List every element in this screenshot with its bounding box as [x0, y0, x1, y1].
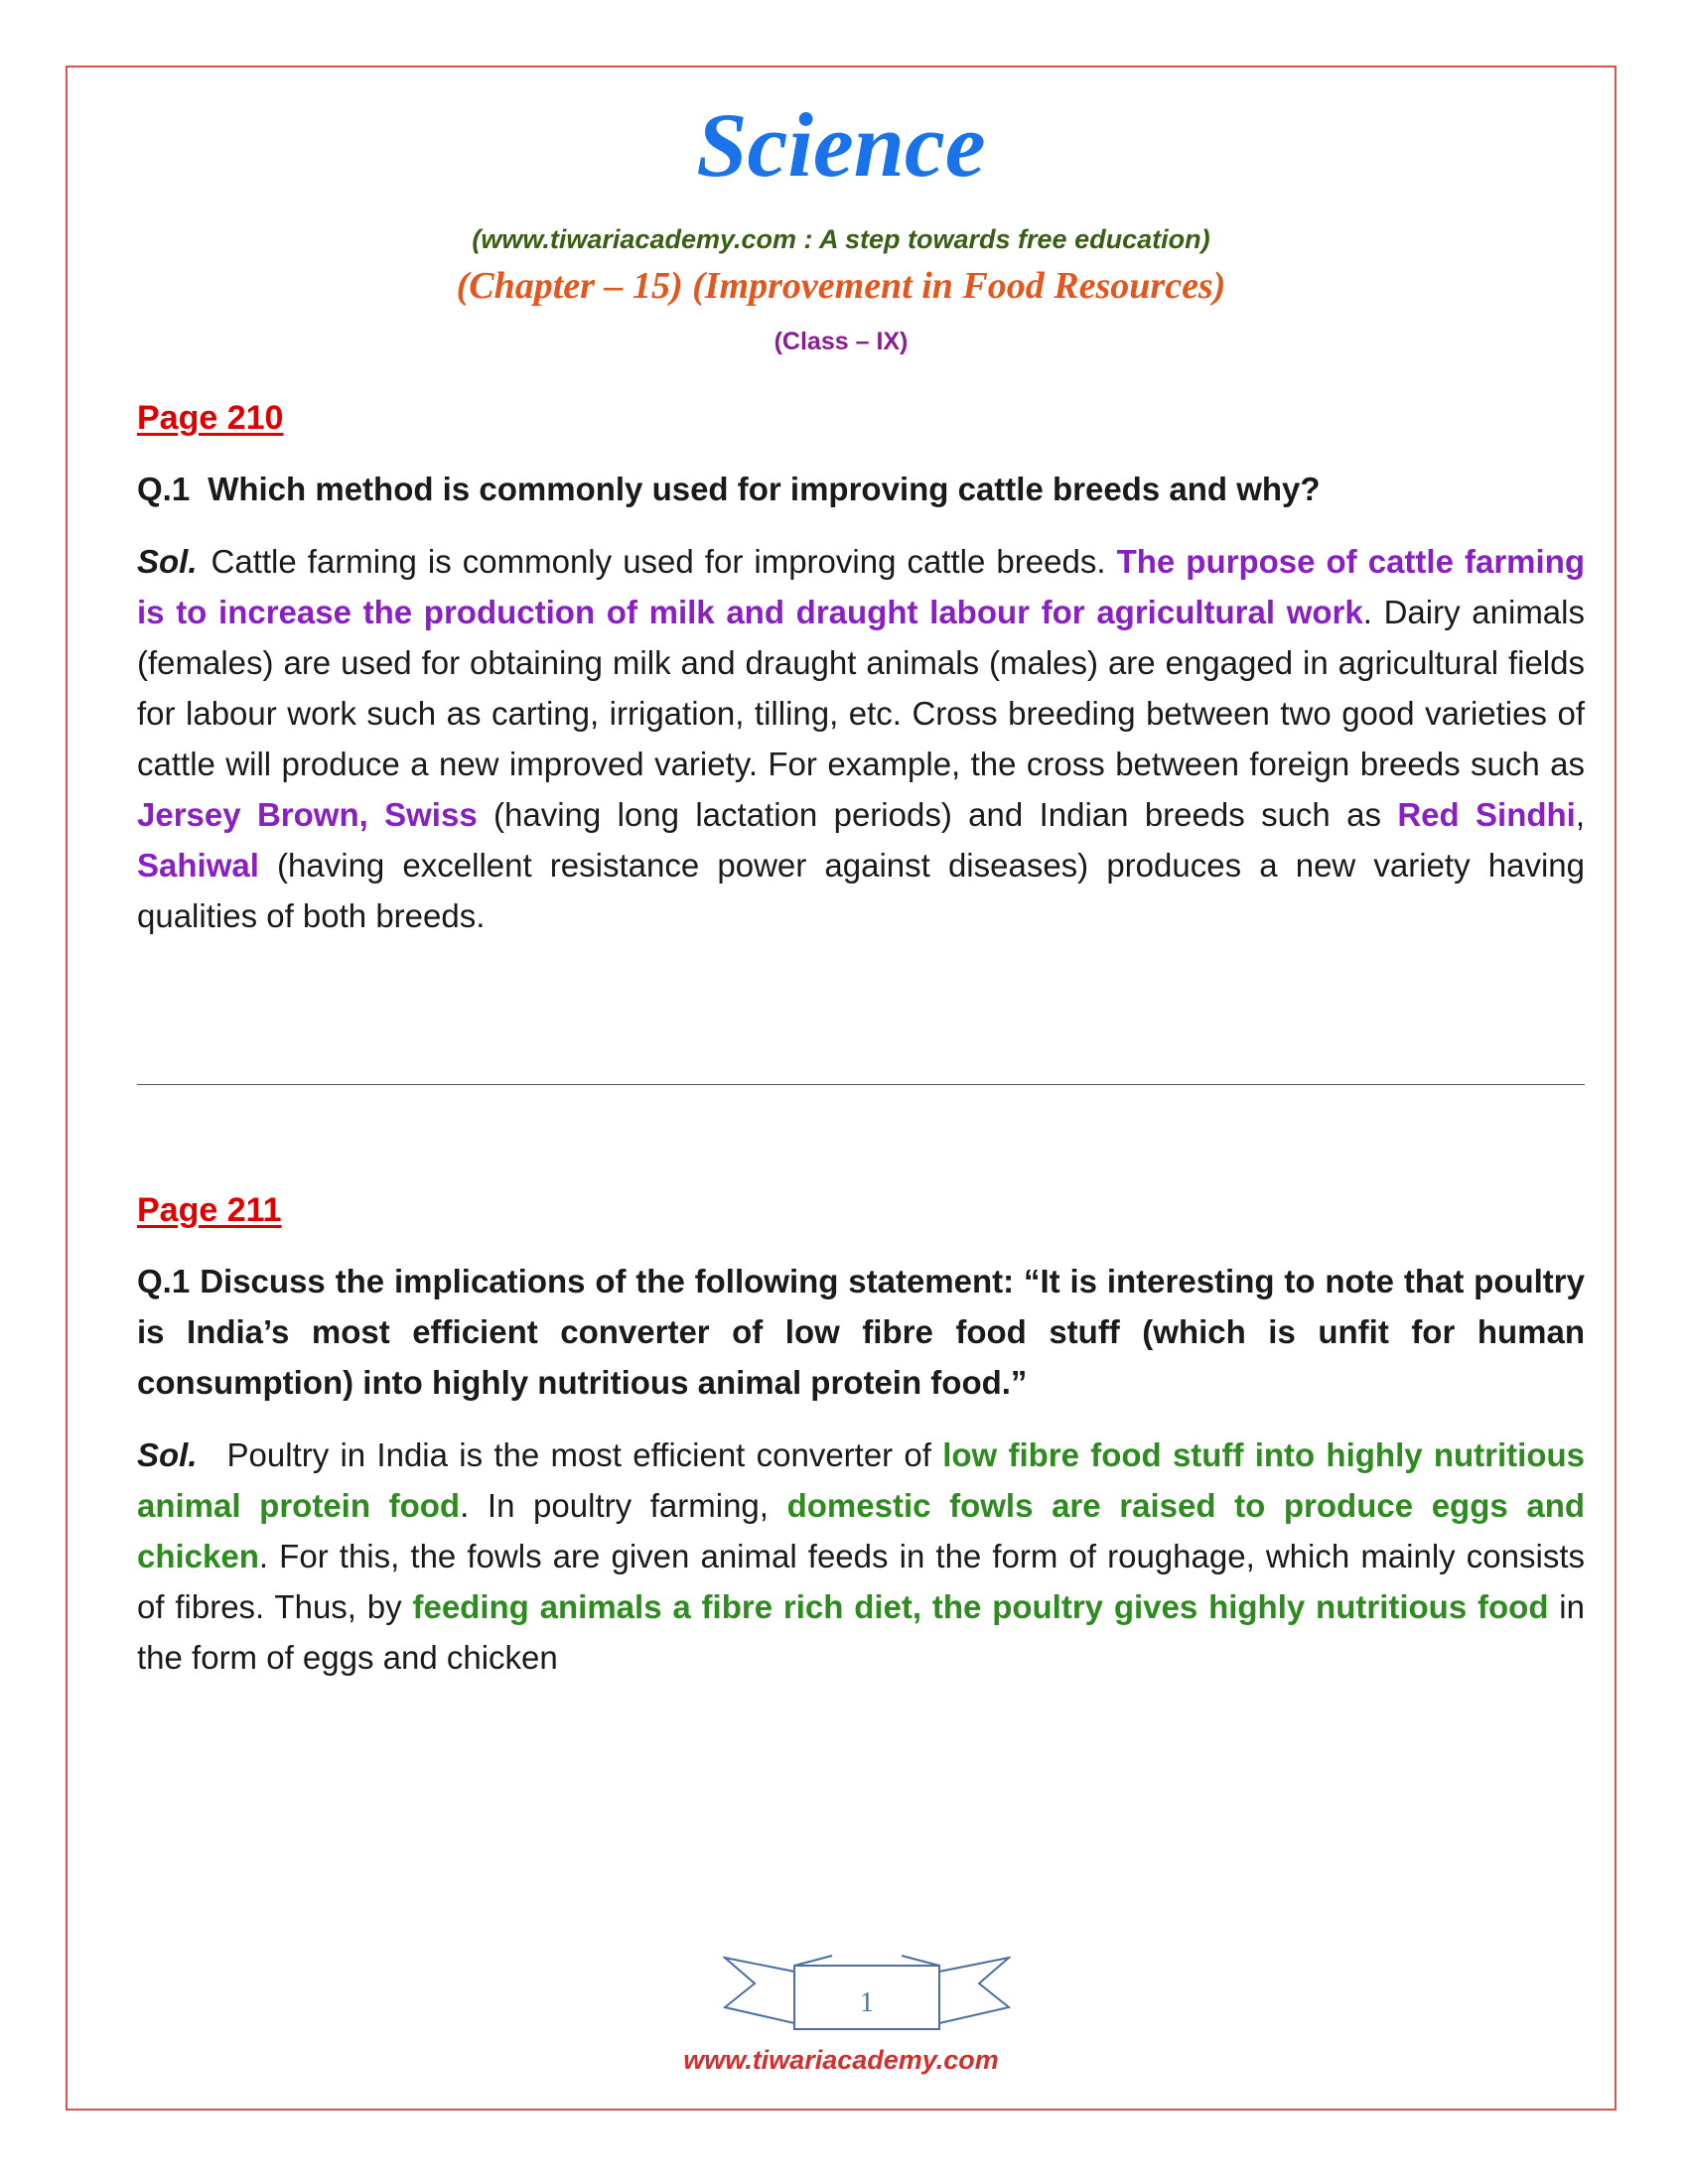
page-label: Page 210: [137, 399, 284, 437]
footer-link[interactable]: www.tiwariacademy.com: [683, 2045, 999, 2075]
answer-text: Poultry in India is the most efficient converter of: [226, 1436, 943, 1473]
question-text: Discuss the implications of the following statement: “It is interesting to note that poultry is India’s most efficient converter of low fibre food stuff (which is unfit for human consumption) into highly nutritious animal protein food.”: [137, 1263, 1585, 1401]
page-border: [66, 66, 1617, 2111]
answer-text: (having excellent resistance power against diseases) produces a new variety having qualities of both breeds.: [137, 847, 1585, 934]
answer-text: in the form of eggs and chicken: [137, 1588, 1585, 1676]
section-page-211: [137, 1191, 1585, 1683]
question-text: Which method is commonly used for improving cattle breeds and why?: [208, 471, 1321, 507]
section-divider: [137, 1084, 1585, 1085]
sol-label: Sol.: [137, 1436, 198, 1473]
highlight-text: domestic fowls are raised to produce eggs and chicken: [137, 1487, 1586, 1574]
question-number: Q.1: [137, 471, 191, 507]
answer: [137, 536, 1585, 941]
page-label: Page 211: [137, 1191, 282, 1229]
website-tagline: (www.tiwariacademy.com : A step towards free education): [472, 224, 1210, 254]
highlight-text: low fibre food stuff into highly nutritious animal protein food: [137, 1436, 1585, 1524]
class-label: (Class – IX): [774, 328, 909, 355]
answer-text: (having long lactation periods) and Indian breeds such as: [477, 796, 1398, 833]
answer-text: . In poultry farming,: [460, 1487, 787, 1524]
highlight-text: feeding animals a fibre rich diet, the poultry gives highly nutritious food: [412, 1588, 1549, 1625]
answer-text: . For this, the fowls are given animal feeds in the form of roughage, which mainly consists of fibres. Thus, by: [137, 1538, 1585, 1625]
page-title: Science: [696, 94, 986, 196]
section-page-210: [137, 399, 1585, 941]
answer-text: ,: [1575, 796, 1586, 833]
answer: [137, 1430, 1585, 1683]
question: [137, 1256, 1585, 1408]
question: [137, 464, 1585, 514]
highlight-text: Red Sindhi: [1397, 796, 1576, 833]
chapter-heading: (Chapter – 15) (Improvement in Food Resources): [456, 265, 1226, 307]
highlight-text: Sahiwal: [137, 847, 259, 884]
answer-text: . Dairy animals (females) are used for obtaining milk and draught animals (males) are engaged in agricultural fields for labour work such as carting, irrigation, tilling, etc. Cross breeding between two good varieties of cattle will produce a new improved variety. For example, the cross between foreign breeds such as: [137, 594, 1585, 782]
page-number: 1: [860, 1987, 874, 2018]
answer-text: Cattle farming is commonly used for improving cattle breeds.: [211, 543, 1117, 580]
sol-label: Sol.: [137, 543, 198, 580]
highlight-text: Jersey Brown, Swiss: [137, 796, 478, 833]
question-number: Q.1: [137, 1263, 191, 1299]
highlight-text: The purpose of cattle farming is to increase the production of milk and draught labour for agricultural work: [137, 543, 1586, 630]
